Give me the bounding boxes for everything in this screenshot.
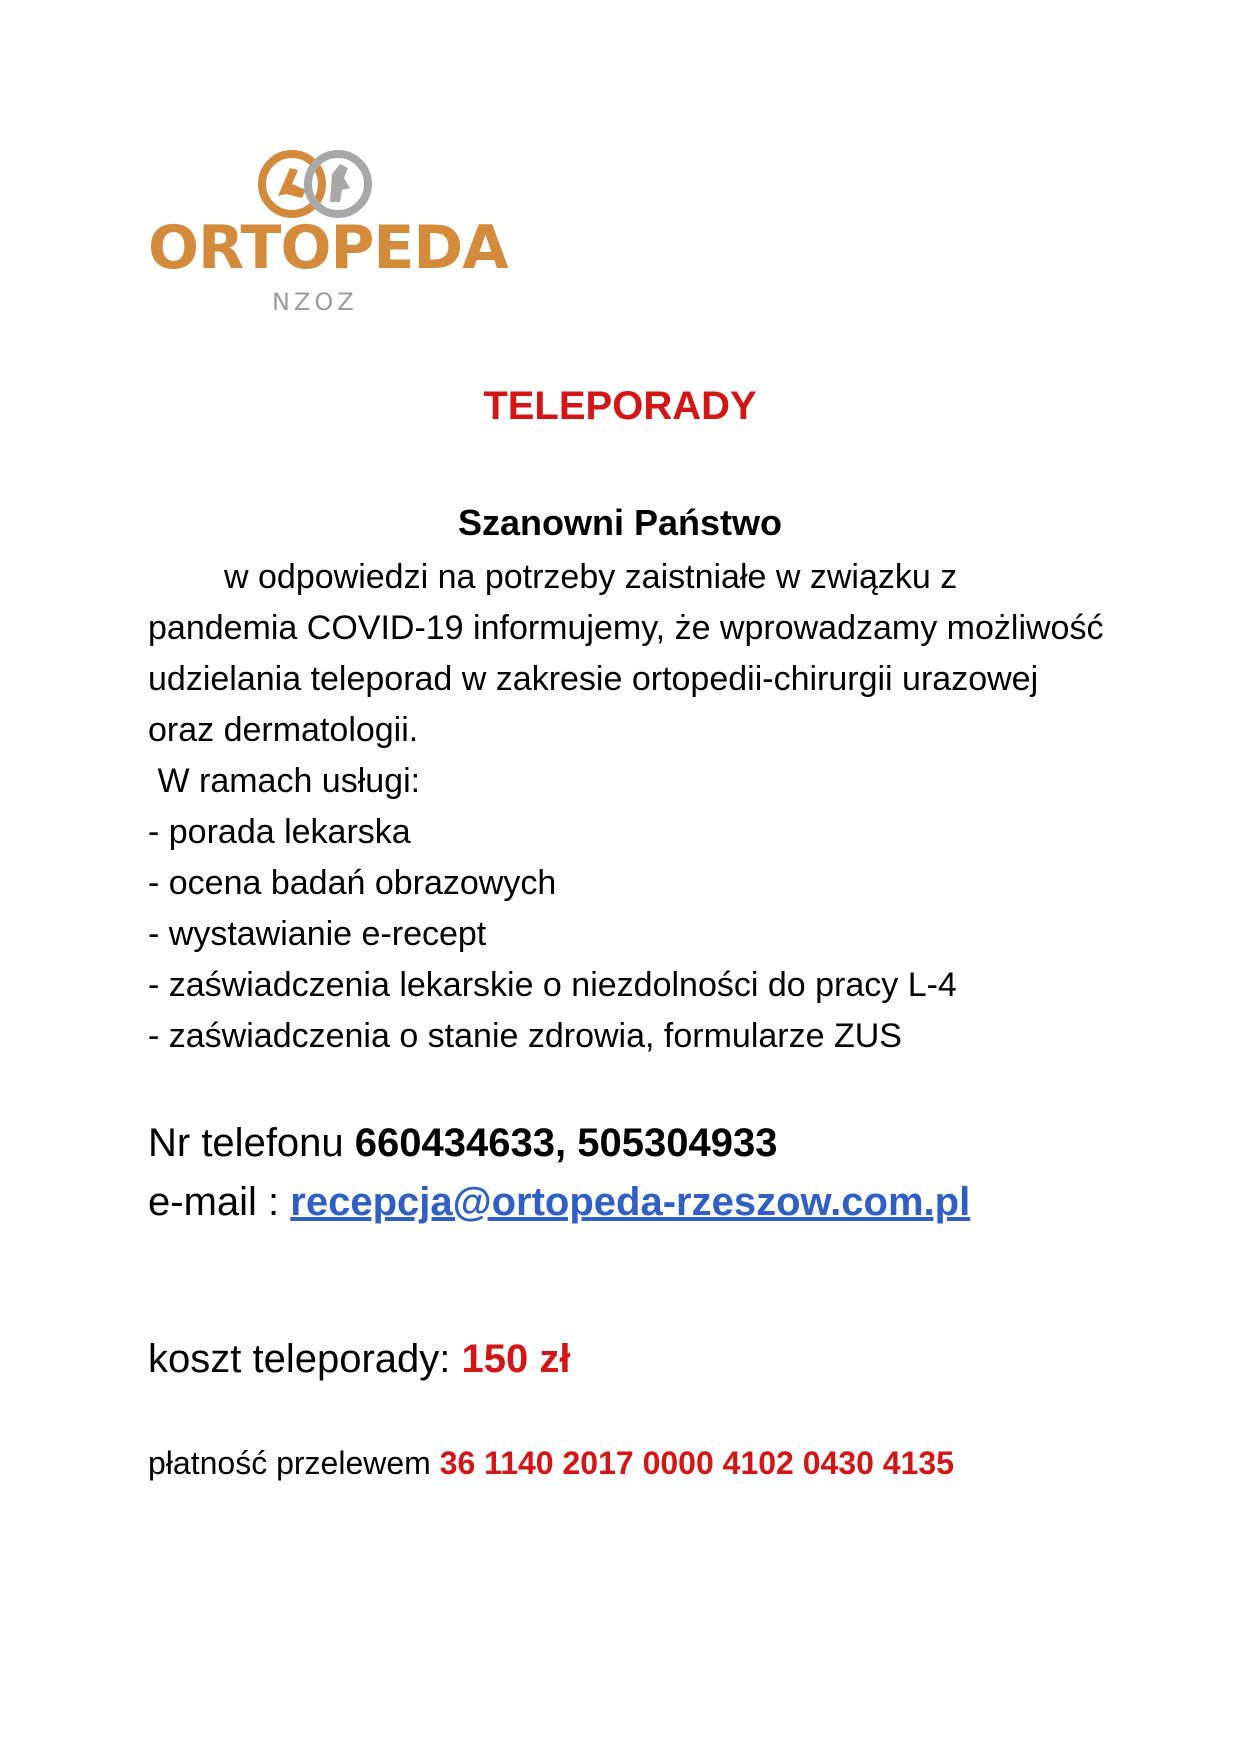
salutation: Szanowni Państwo	[457, 502, 783, 543]
clinic-logo	[148, 140, 508, 320]
list-item: - zaświadczenia o stanie zdrowia, formularze ZUS	[148, 1017, 902, 1055]
list-item: - wystawianie e-recept	[148, 915, 487, 953]
list-item: - porada lekarska	[148, 813, 411, 851]
logo-wordmark: ORTOPEDA	[148, 213, 508, 283]
email-label: e-mail :	[148, 1180, 280, 1224]
phone-numbers: 660434633, 505304933	[354, 1121, 778, 1165]
payment-label: płatność przelewem	[148, 1445, 431, 1481]
cost-label: koszt teleporady:	[148, 1337, 451, 1381]
announcement-body	[148, 552, 1108, 1062]
list-item: - ocena badań obrazowych	[148, 864, 557, 902]
intro-paragraph: w odpowiedzi na potrzeby zaistniałe w związku z pandemia COVID-19 informujemy, że wprowadzamy możliwość udzielania teleporad w zakresie ortopedii-chirurgii urazowej oraz dermatologii.	[148, 558, 1104, 749]
page-title: TELEPORADY	[483, 384, 757, 428]
email-link[interactable]: recepcja@ortopeda-rzeszow.com.pl	[290, 1180, 971, 1224]
email-row	[148, 1173, 970, 1232]
cost-line	[148, 1339, 570, 1379]
contact-block	[148, 1114, 970, 1232]
list-item: - zaświadczenia lekarskie o niezdolności do pracy L-4	[148, 966, 957, 1004]
bank-account-number: 36 1140 2017 0000 4102 0430 4135	[439, 1445, 954, 1481]
services-heading: W ramach usługi:	[157, 762, 421, 800]
phone-row	[148, 1114, 970, 1173]
cost-value: 150 zł	[461, 1337, 571, 1381]
logo-emblem-icon	[256, 144, 376, 224]
phone-label: Nr telefonu	[148, 1121, 344, 1165]
payment-line	[148, 1447, 954, 1479]
logo-subtitle: NZOZ	[272, 288, 358, 316]
